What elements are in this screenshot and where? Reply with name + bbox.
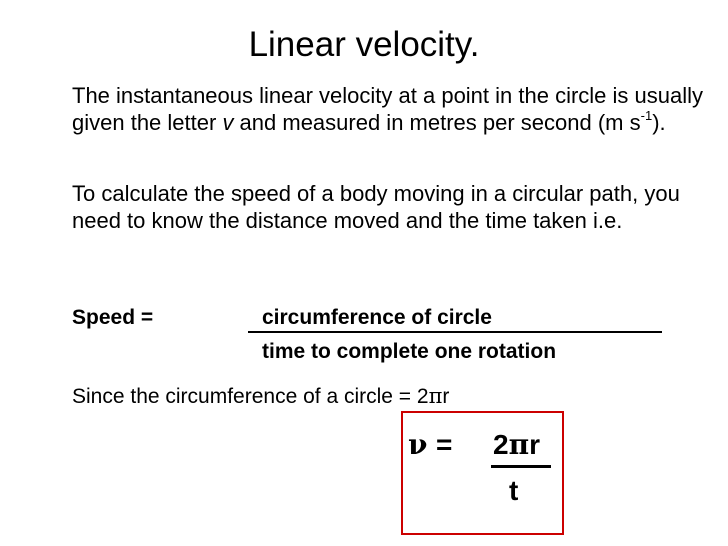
formula-equals: = [436, 429, 453, 460]
circumference-text: Since the circumference of a circle = 2 [72, 385, 429, 408]
speed-equation-numerator: circumference of circle [262, 306, 492, 329]
slide-title: Linear velocity. [248, 25, 480, 64]
paragraph1-text-a: The instantaneous linear velocity at a point in the circle is usually given the letter [72, 83, 704, 135]
pi-symbol: π [428, 384, 443, 408]
circumference-statement [72, 383, 449, 410]
formula-r: r [529, 429, 540, 460]
formula-pi: π [508, 428, 530, 461]
speed-equation-label: Speed = [72, 306, 154, 329]
speed-equation-fraction-bar [248, 331, 662, 333]
formula-fraction-bar [491, 465, 551, 468]
unit-exponent: -1 [640, 107, 653, 123]
paragraph1-text-b: and measured in metres per second (m s [233, 110, 641, 135]
speed-equation-denominator: time to complete one rotation [262, 340, 557, 363]
paragraph1-text-c: ). [652, 110, 666, 135]
formula-velocity-symbol: ν [408, 428, 428, 461]
formula-numerator [493, 428, 540, 462]
paragraph-linear-velocity-definition [72, 82, 712, 136]
paragraph-speed-calculation: To calculate the speed of a body moving in a circular path, you need to know the distance moved and the time taken i.e. [72, 181, 680, 233]
velocity-variable: v [222, 110, 234, 135]
radius-symbol: r [442, 385, 450, 408]
formula-denominator: t [509, 475, 519, 506]
formula-two: 2 [493, 429, 509, 460]
